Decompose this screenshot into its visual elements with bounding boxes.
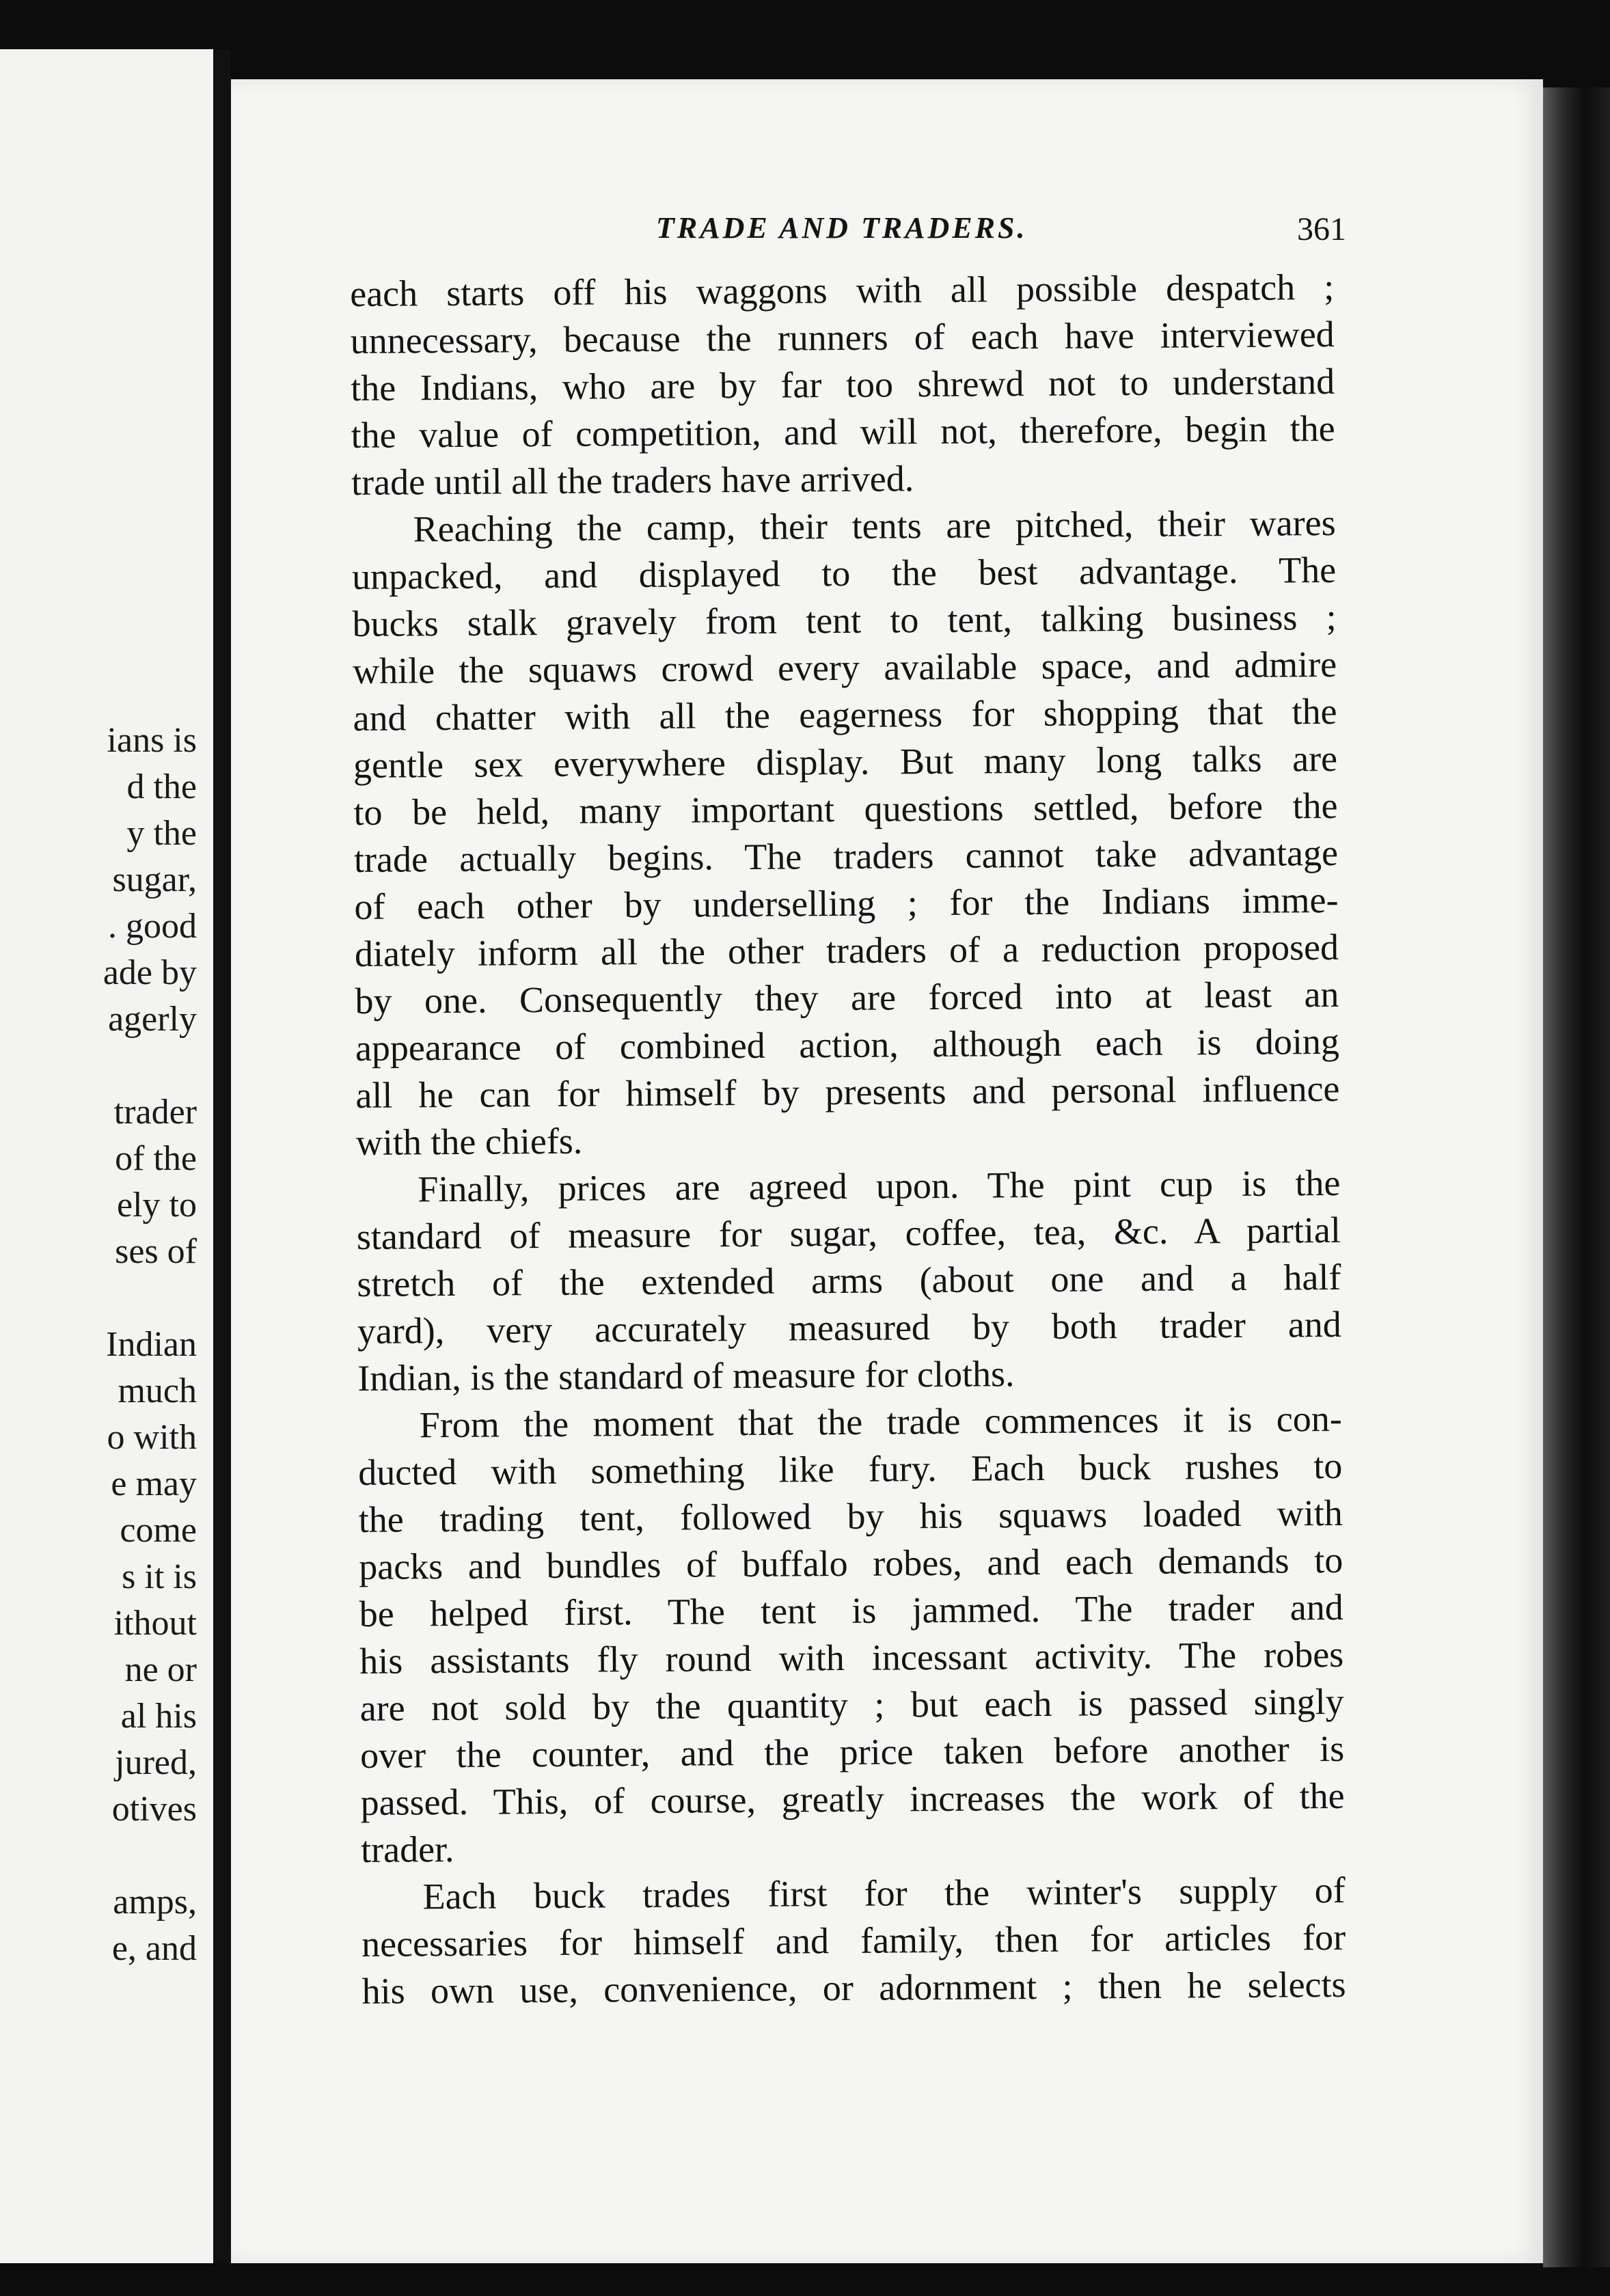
text-line: are not sold by the quantity ; but each is passed singly [359, 1680, 1344, 1729]
text-line: trader. [360, 1828, 454, 1870]
text-line: appearance of combined action, although each is doing [355, 1020, 1340, 1069]
facing-page-line: ade by [103, 953, 197, 992]
text-line: necessaries for himself and family, then for articles for [361, 1916, 1346, 1965]
running-head: TRADE AND TRADERS. [656, 211, 1028, 245]
text-line: his assistants fly round with incessant activity. The robes [359, 1633, 1344, 1682]
facing-page-line: ely to [117, 1186, 197, 1225]
text-line: all he can for himself by presents and personal influence [355, 1067, 1340, 1116]
facing-page-line: y the [126, 814, 197, 853]
facing-page-line: . good [108, 907, 197, 946]
facing-page-line: much [118, 1371, 197, 1410]
text-line: ducted with something like fury. Each buck rushes to [358, 1445, 1343, 1493]
facing-page-line: ians is [107, 721, 197, 760]
text-line: with the chiefs. [355, 1120, 583, 1163]
facing-page-line: agerly [108, 1000, 197, 1039]
text-line: Indian, is the standard of measure for cloths. [357, 1353, 1015, 1399]
facing-page-line: sugar, [112, 860, 197, 899]
text-line: yard), very accurately measured by both trader and [357, 1303, 1342, 1352]
facing-page-line: al his [120, 1697, 197, 1736]
page-edge [1543, 87, 1610, 2267]
facing-page-line: o with [107, 1418, 197, 1457]
facing-page-line: amps, [113, 1883, 197, 1922]
text-line: his own use, convenience, or adornment ; then he selects [361, 1963, 1346, 2012]
text-line: unpacked, and displayed to the best advantage. The [351, 549, 1337, 597]
facing-page-line: d the [126, 767, 197, 806]
facing-page-line: of the [115, 1139, 197, 1178]
facing-page-line: s it is [122, 1557, 197, 1596]
facing-page-line: trader [113, 1093, 197, 1132]
paragraph [351, 500, 1340, 1166]
text-line: standard of measure for sugar, coffee, tea, &c. A partial [356, 1209, 1341, 1257]
text-line: gentle sex everywhere display. But many long talks are [353, 737, 1338, 786]
text-line: by one. Consequently they are forced into at least an [355, 973, 1339, 1022]
paragraph [350, 264, 1335, 506]
body-text [350, 264, 1346, 2015]
facing-page-line: e may [111, 1464, 197, 1503]
facing-page-line: come [120, 1511, 197, 1550]
facing-page-line: ne or [124, 1650, 197, 1689]
text-line: From the moment that the trade commences it is con- [419, 1397, 1342, 1446]
text-line: Each buck trades first for the winter's supply of [422, 1869, 1346, 1917]
facing-page-line: ses of [115, 1232, 197, 1271]
paragraph [356, 1160, 1341, 1402]
page-number: 361 [1297, 211, 1346, 247]
text-line: Finally, prices are agreed upon. The pint cup is the [418, 1162, 1341, 1210]
text-line: bucks stalk gravely from tent to tent, talking business ; [352, 596, 1337, 644]
text-line: over the counter, and the price taken before another is [359, 1727, 1345, 1776]
text-line: passed. This, of course, greatly increases the work of the [360, 1775, 1345, 1823]
text-line: each starts off his waggons with all possible despatch ; [350, 266, 1335, 314]
text-line: while the squaws crowd every available space, and admire [352, 643, 1337, 692]
text-line: packs and bundles of buffalo robes, and each demands to [359, 1539, 1343, 1587]
text-line: the Indians, who are by far too shrewd not to understand [350, 360, 1335, 409]
text-line: trade until all the traders have arrived. [351, 458, 914, 503]
paragraph [361, 1867, 1346, 2015]
text-line: to be held, many important questions settled, before the [353, 784, 1338, 833]
text-line: diately inform all the other traders of a reduction proposed [354, 926, 1339, 974]
facing-page-line: Indian [106, 1325, 197, 1364]
page-header [656, 210, 1346, 249]
text-line: of each other by underselling ; for the Indians imme- [354, 879, 1339, 927]
facing-page-line: e, and [111, 1929, 197, 1968]
text-line: trade actually begins. The traders cannot take advantage [353, 832, 1339, 880]
text-line: and chatter with all the eagerness for shopping that the [353, 690, 1337, 739]
text-line: unnecessary, because the runners of each have interviewed [350, 313, 1335, 361]
text-line: stretch of the extended arms (about one and a half [357, 1256, 1341, 1304]
text-line: the trading tent, followed by his squaws loaded with [358, 1492, 1343, 1540]
text-line: be helped first. The tent is jammed. The trader and [359, 1586, 1343, 1635]
paragraph [358, 1395, 1346, 1874]
facing-page-line: ithout [113, 1604, 197, 1643]
facing-page-line: jured, [115, 1743, 197, 1782]
text-line: the value of competition, and will not, therefore, begin the [351, 407, 1335, 456]
text-line: Reaching the camp, their tents are pitched, their wares [413, 502, 1336, 550]
facing-page-line: otives [111, 1790, 197, 1829]
facing-page [0, 49, 231, 2263]
